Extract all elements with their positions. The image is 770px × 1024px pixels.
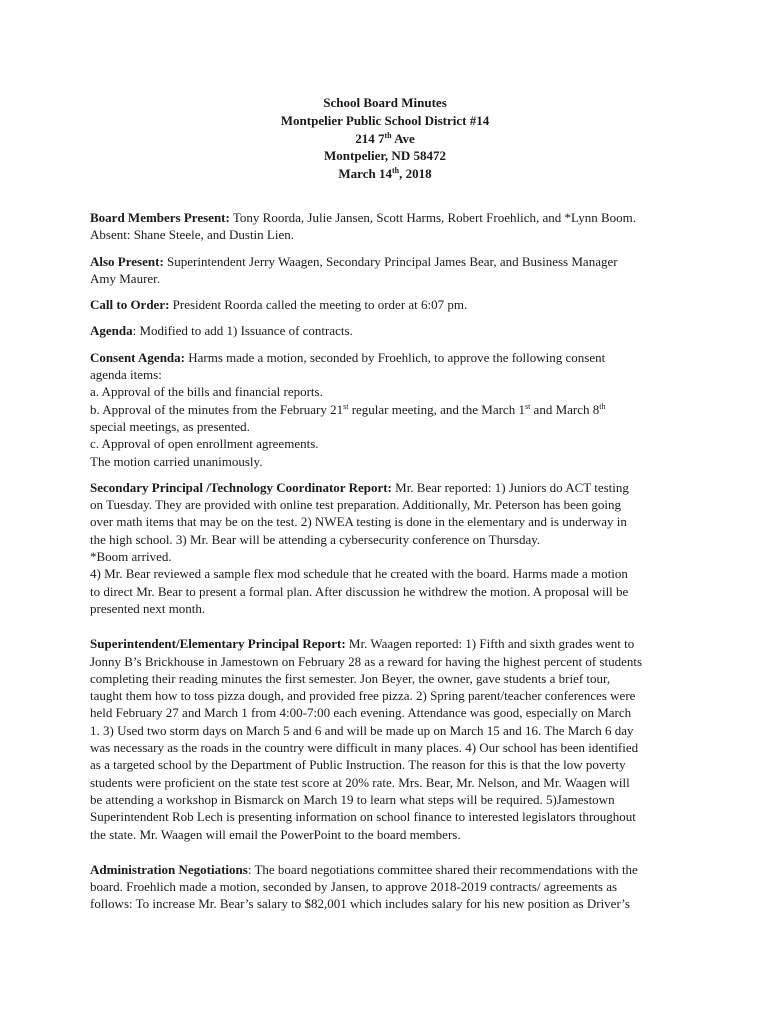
administration-negotiations: Administration Negotiations: The board negotiations committee shared their recommendations with the board. Froehlich made a motion, seconded by Jansen, to approve 2018-2019 contracts/ agreements as follows: To increase Mr. Bear’s salary to $82,001 which includes salary for his new position as Driver’s xyxy=(90,861,638,912)
district-city: Montpelier, ND 58472 xyxy=(324,148,446,164)
board-members-present: Board Members Present: Tony Roorda, Julie Jansen, Scott Harms, Robert Froehlich, and *Lynn Boom. Absent: Shane Steele, and Dustin Lien. xyxy=(90,210,636,243)
also-present: Also Present: Superintendent Jerry Waagen, Secondary Principal James Bear, and Business Manager Amy Maurer. xyxy=(90,253,618,286)
section-heading: Consent Agenda: xyxy=(90,349,185,365)
section-heading: Also Present: xyxy=(90,253,164,269)
agenda: Agenda: Modified to add 1) Issuance of contracts. xyxy=(90,323,353,339)
secondary-principal-report: Secondary Principal /Technology Coordinator Report: Mr. Bear reported: 1) Juniors do ACT testing on Tuesday. They are provided with online test preparation. Additionally, Mr. Peterson has been going over math items that may be on the test. 2) NWEA testing is done in the elementary and is underway in the high school. 3) Mr. Bear will be attending a cybersecurity conference on Thursday. *Boom arrived. 4) Mr. Bear reviewed a sample flex mod schedule that he created with the board. Harms made a motion to direct Mr. Bear to present a formal plan. After discussion he withdrew the motion. A proposal will be presented next month. xyxy=(90,479,629,616)
section-heading: Board Members Present: xyxy=(90,210,230,225)
meeting-date: March 14th, 2018 xyxy=(338,166,432,182)
document-title: School Board Minutes xyxy=(323,95,447,110)
consent-agenda: Consent Agenda: Harms made a motion, seconded by Froehlich, to approve the following consent agenda items: a. Approval of the bills and financial reports. b. Approval of the minutes from the February 21st regular meeting, and the March 1st and March 8th special meetings, as presented. c. Approval of open enrollment agreements. The motion carried unanimously. xyxy=(90,349,606,469)
section-heading: Secondary Principal /Technology Coordinator Report: xyxy=(90,479,392,495)
call-to-order: Call to Order: President Roorda called the meeting to order at 6:07 pm. xyxy=(90,297,468,313)
section-heading: Administration Negotiations xyxy=(90,861,248,877)
document-header xyxy=(0,94,770,183)
section-heading: Call to Order: xyxy=(90,297,170,313)
section-heading: Superintendent/Elementary Principal Report: xyxy=(90,636,346,652)
section-heading: Agenda xyxy=(90,323,133,339)
superintendent-report: Superintendent/Elementary Principal Report: Mr. Waagen reported: 1) Fifth and sixth grades went to Jonny B’s Brickhouse in Jamestown on February 28 as a reward for having the highest percent of students completing their reading minutes the first semester. Jon Beyer, the owner, gave students a brief tour, taught them how to toss pizza dough, and provided free pizza. 2) Spring parent/teacher conferences were held February 27 and March 1 from 4:00-7:00 each evening. Attendance was good, especially on March 1. 3) Used two storm days on March 5 and 6 and will be made up on March 15 and 16. The March 6 day was necessary as the roads in the country were difficult in many places. 4) Our school has been identified as a targeted school by the Department of Public Instruction. The reason for this is that the low poverty students were proficient on the state test score at 20% rate. Mrs. Bear, Mr. Nelson, and Mr. Waagen will be attending a workshop in Bismarck on March 19 to learn what steps will be required. 5)Jamestown Superintendent Rob Lech is presenting information on school finance to interested legislators throughout the state. Mr. Waagen will email the PowerPoint to the board members. xyxy=(90,636,643,842)
district-address: 214 7th Ave xyxy=(355,130,415,146)
district-name: Montpelier Public School District #14 xyxy=(280,112,490,128)
minutes-body xyxy=(90,209,690,922)
